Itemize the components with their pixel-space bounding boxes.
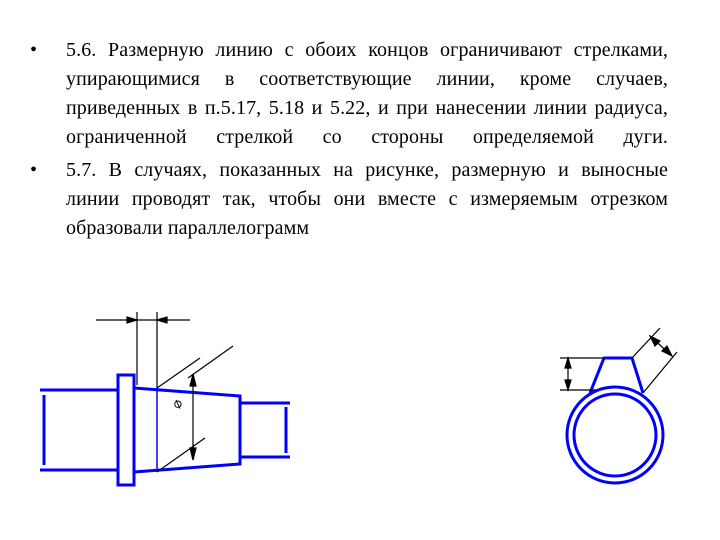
arrow-head bbox=[565, 358, 571, 368]
shaft-taper bbox=[134, 388, 240, 472]
outer-circle bbox=[567, 387, 663, 483]
extension-line bbox=[643, 352, 677, 393]
arrow-head bbox=[190, 448, 196, 460]
paragraph-5-7: 5.7. В случаях, показанных на рисунке, размерную и выносные линии проводят так, чтобы они вместе с измеряемым отрезком образовали параллелограмм bbox=[66, 159, 668, 239]
diameter-symbol: ⌀ bbox=[168, 397, 187, 411]
round-part-dimensions bbox=[560, 328, 677, 393]
text-content bbox=[28, 36, 668, 247]
inner-circle bbox=[574, 394, 656, 476]
arrow-head bbox=[157, 317, 167, 323]
shaft-right-section bbox=[240, 403, 290, 457]
drawing-canvas bbox=[0, 300, 720, 540]
technical-drawing-figure bbox=[0, 300, 720, 540]
shaft-drawing bbox=[40, 375, 290, 485]
bullet-marker: • bbox=[30, 159, 38, 181]
arrow-head bbox=[127, 317, 137, 323]
list-item-5-7 bbox=[28, 156, 668, 243]
bullet-marker: • bbox=[30, 39, 38, 61]
arrow-head bbox=[565, 380, 571, 390]
shaft-collar bbox=[118, 375, 134, 485]
paragraph-5-6: 5.6. Размерную линию с обоих концов ограничивают стрелками, упирающимися в соответствующие линии, кроме случаев, приведенных в п.5.17, 5.18 и 5.22, и при нанесении линии радиуса, ограниченной стрелкой со стороны определяемой дуги. bbox=[66, 39, 668, 148]
shaft-left-stub bbox=[40, 390, 118, 470]
list-item-5-6 bbox=[28, 36, 668, 152]
round-part-drawing bbox=[567, 358, 663, 483]
